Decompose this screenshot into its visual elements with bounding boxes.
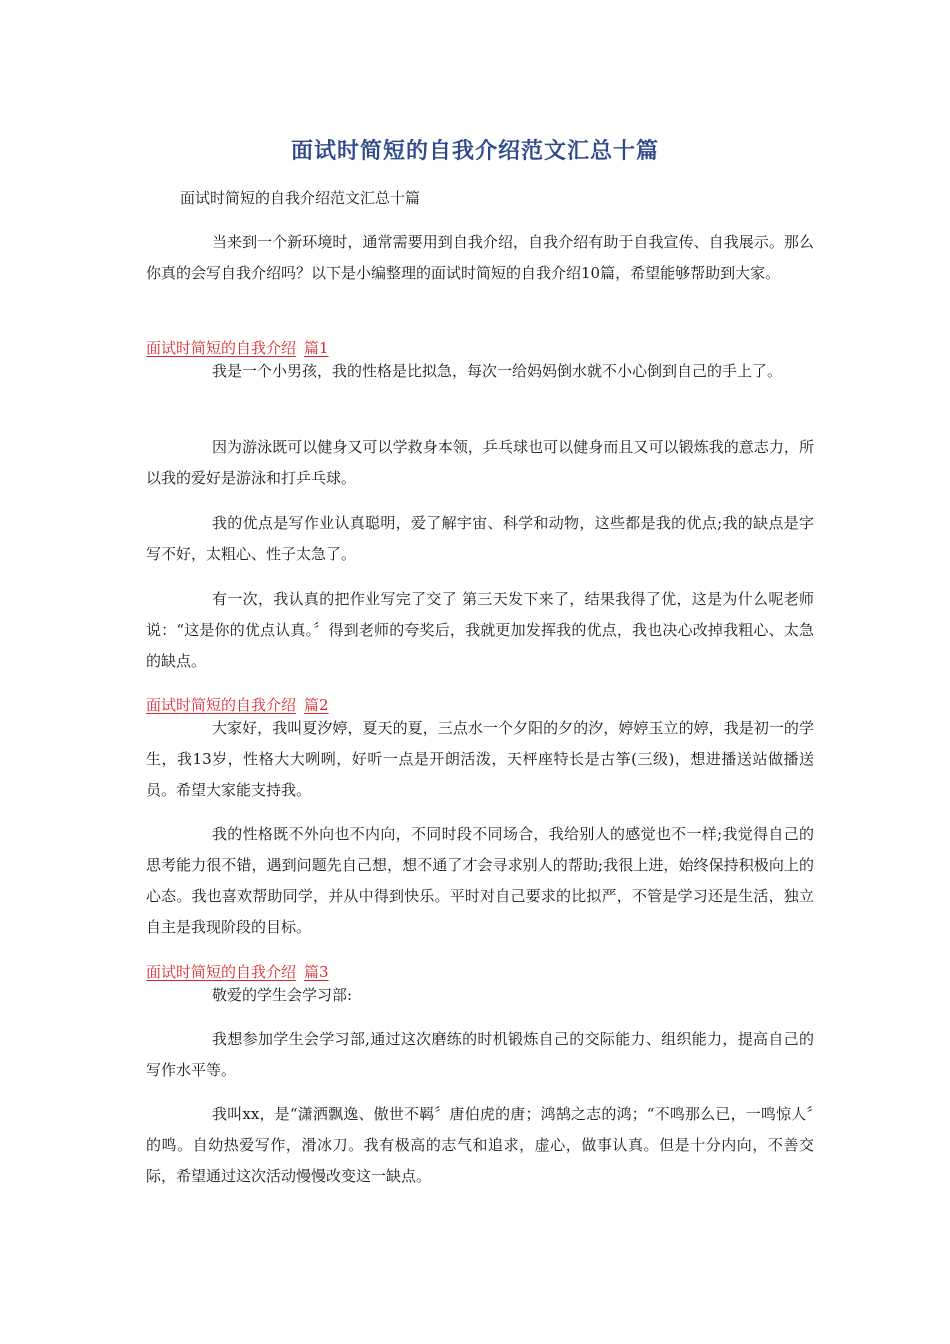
section-heading-number: 篇2 — [304, 696, 329, 714]
section-heading-text: 面试时简短的自我介绍 — [146, 339, 297, 357]
section-heading-1[interactable] — [146, 338, 329, 358]
section-heading-2[interactable] — [146, 695, 329, 715]
section-1-paragraph-1: 我是一个小男孩，我的性格是比拟急，每次一给妈妈倒水就不小心倒到自己的手上了。 — [212, 362, 783, 380]
section-3-paragraph-3: 我叫xx，是“潇洒飘逸、傲世不羁〞唐伯虎的唐；鸿鹄之志的鸿；“不鸣那么已，一鸣惊人〞的鸣。自幼热爱写作，滑冰刀。我有极高的志气和追求，虚心，做事认真。但是十分内向，不善交际，希望通过这次活动慢慢改变这一缺点。 — [146, 1105, 814, 1185]
section-heading-text: 面试时简短的自我介绍 — [146, 963, 297, 981]
section-2-paragraph-2: 我的性格既不外向也不内向，不同时段不同场合，我给别人的感觉也不一样;我觉得自己的思考能力很不错，遇到问题先自己想，想不通了才会寻求别人的帮助;我很上进，始终保持积极向上的心态。我也喜欢帮助同学，并从中得到快乐。平时对自己要求的比拟严，不管是学习还是生活，独立自主是我现阶段的目标。 — [146, 825, 814, 936]
section-heading-number: 篇3 — [304, 963, 329, 981]
section-heading-text: 面试时简短的自我介绍 — [146, 696, 297, 714]
section-3-paragraph-2: 我想参加学生会学习部,通过这次磨练的时机锻炼自己的交际能力、组织能力，提高自己的写作水平等。 — [146, 1030, 814, 1079]
intro-paragraph: 当来到一个新环境时，通常需要用到自我介绍，自我介绍有助于自我宣传、自我展示。那么你真的会写自我介绍吗？以下是小编整理的面试时简短的自我介绍10篇，希望能够帮助到大家。 — [146, 233, 814, 282]
section-heading-number: 篇1 — [304, 339, 329, 357]
document-title: 面试时简短的自我介绍范文汇总十篇 — [290, 139, 659, 164]
document-subtitle: 面试时简短的自我介绍范文汇总十篇 — [180, 189, 421, 207]
section-1-paragraph-4: 有一次，我认真的把作业写完了交了 第三天发下来了，结果我得了优，这是为什么呢老师说：“这是你的优点认真。〞得到老师的夸奖后，我就更加发挥我的优点，我也决心改掉我粗心、太急的缺点。 — [146, 590, 814, 670]
section-1-paragraph-3: 我的优点是写作业认真聪明，爱了解宇宙、科学和动物，这些都是我的优点;我的缺点是字写不好，太粗心、性子太急了。 — [146, 514, 814, 563]
section-2-paragraph-1: 大家好，我叫夏汐婷，夏天的夏，三点水一个夕阳的夕的汐，婷婷玉立的婷，我是初一的学生，我13岁，性格大大咧咧，好听一点是开朗活泼，天枰座特长是古筝(三级)，想进播送站做播送员。希望大家能支持我。 — [146, 719, 814, 799]
section-1-paragraph-2: 因为游泳既可以健身又可以学救身本领，乒乓球也可以健身而且又可以锻炼我的意志力，所以我的爱好是游泳和打乒乓球。 — [146, 438, 814, 487]
section-heading-3[interactable] — [146, 962, 329, 982]
section-3-paragraph-1: 敬爱的学生会学习部: — [212, 986, 353, 1004]
